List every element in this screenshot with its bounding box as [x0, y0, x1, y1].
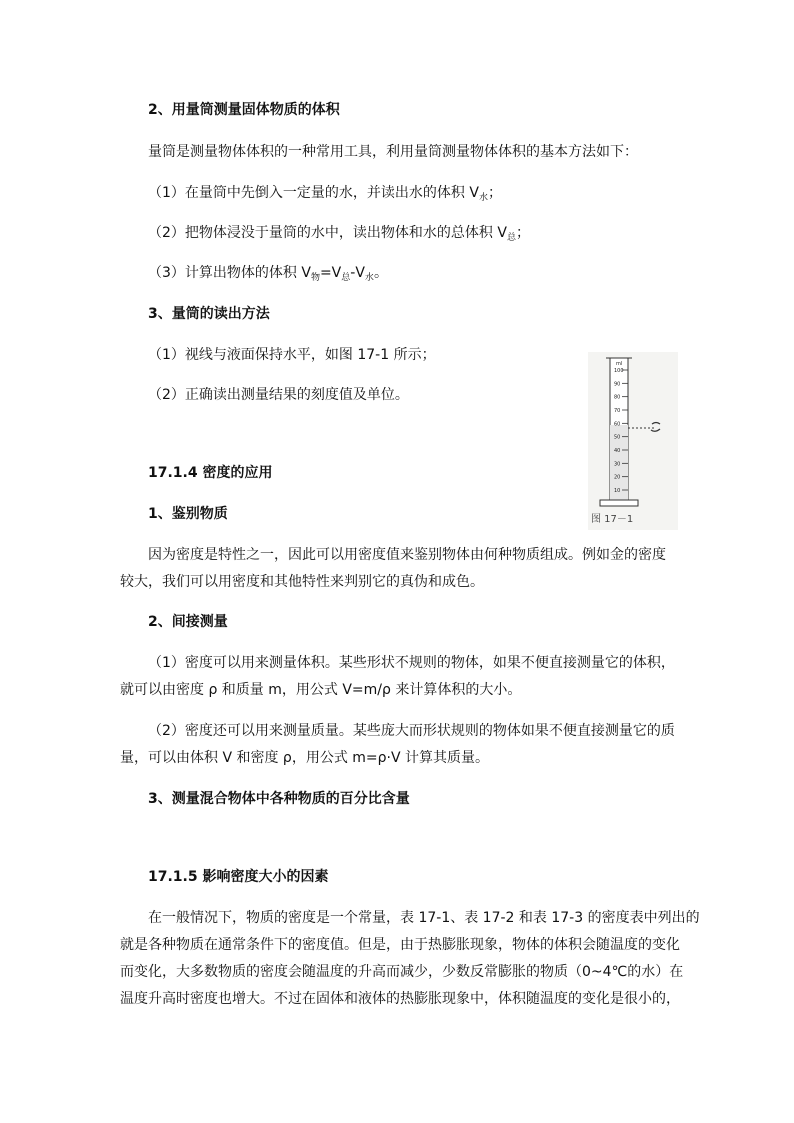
sub-heading: 1、鉴别物质 [148, 506, 228, 522]
tick-label: 100 [614, 368, 624, 374]
tick-label: 20 [614, 474, 621, 481]
step-line: （3）计算出物体的体积 $V_物=V_总-V_水$。 [148, 265, 388, 283]
tick-label: 80 [614, 394, 621, 401]
paragraph-line: 温度升高时密度也增大。不过在固体和液体的热膨胀现象中，体积随温度的变化是很小的， [120, 991, 680, 1007]
paragraph-line: 而变化，大多数物质的密度会随温度的升高而减少，少数反常膨胀的物质（0~4℃的水）在 [120, 964, 684, 980]
graduated-cylinder-figure [588, 352, 678, 530]
section-heading: 2、用量筒测量固体物质的体积 [148, 102, 340, 118]
step-line: （2）正确读出测量结果的刻度值及单位。 [148, 387, 409, 403]
paragraph-line: （1）密度可以用来测量体积。某些形状不规则的物体，如果不便直接测量它的体积， [148, 655, 675, 671]
section-heading: 17.1.4 密度的应用 [148, 465, 273, 481]
sub-heading: 3、测量混合物体中各种物质的百分比含量 [148, 791, 410, 807]
figure-caption: 图 17－1 [591, 514, 634, 525]
tick-label: 30 [614, 461, 621, 468]
section-heading: 17.1.5 影响密度大小的因素 [148, 869, 329, 885]
sub-heading: 2、间接测量 [148, 614, 228, 630]
paragraph-line: （2）密度还可以用来测量质量。某些庞大而形状规则的物体如果不便直接测量它的质 [148, 723, 675, 739]
paragraph-line: 就是各种物质在通常条件下的密度值。但是，由于热膨胀现象，物体的体积会随温度的变化 [120, 937, 680, 953]
step-line: （2）把物体浸没于量筒的水中，读出物体和水的总体积 $V_总$； [148, 225, 530, 243]
paragraph-line: 较大，我们可以用密度和其他特性来判别它的真伪和成色。 [120, 574, 484, 590]
tick-label: 90 [614, 381, 621, 388]
step-line: （1）视线与液面保持水平，如图 17-1 所示； [148, 347, 436, 363]
paragraph-line: 量筒是测量物体体积的一种常用工具，利用量筒测量物体体积的基本方法如下： [148, 144, 638, 160]
section-heading: 3、量筒的读出方法 [148, 306, 270, 322]
tick-label: 10 [614, 488, 621, 494]
tick-label: 70 [614, 408, 621, 414]
step-line: （1）在量筒中先倒入一定量的水，并读出水的体积 $V_水$； [148, 185, 502, 203]
paragraph-line: 就可以由密度 ρ 和质量 m，用公式 V=m/ρ 来计算体积的大小。 [120, 682, 522, 698]
unit-label: ml [616, 361, 623, 367]
paragraph-line: 量，可以由体积 V 和密度 ρ，用公式 m=ρ·V 计算其质量。 [120, 750, 489, 766]
paragraph-line: 因为密度是特性之一，因此可以用密度值来鉴别物体由何种物质组成。例如金的密度 [148, 547, 666, 563]
tick-label: 60 [614, 421, 621, 428]
paragraph-line: 在一般情况下，物质的密度是一个常量，表 17-1、表 17-2 和表 17-3 的密度表中列出的 [148, 910, 700, 926]
tick-label: 50 [614, 434, 621, 441]
tick-label: 40 [614, 448, 621, 454]
